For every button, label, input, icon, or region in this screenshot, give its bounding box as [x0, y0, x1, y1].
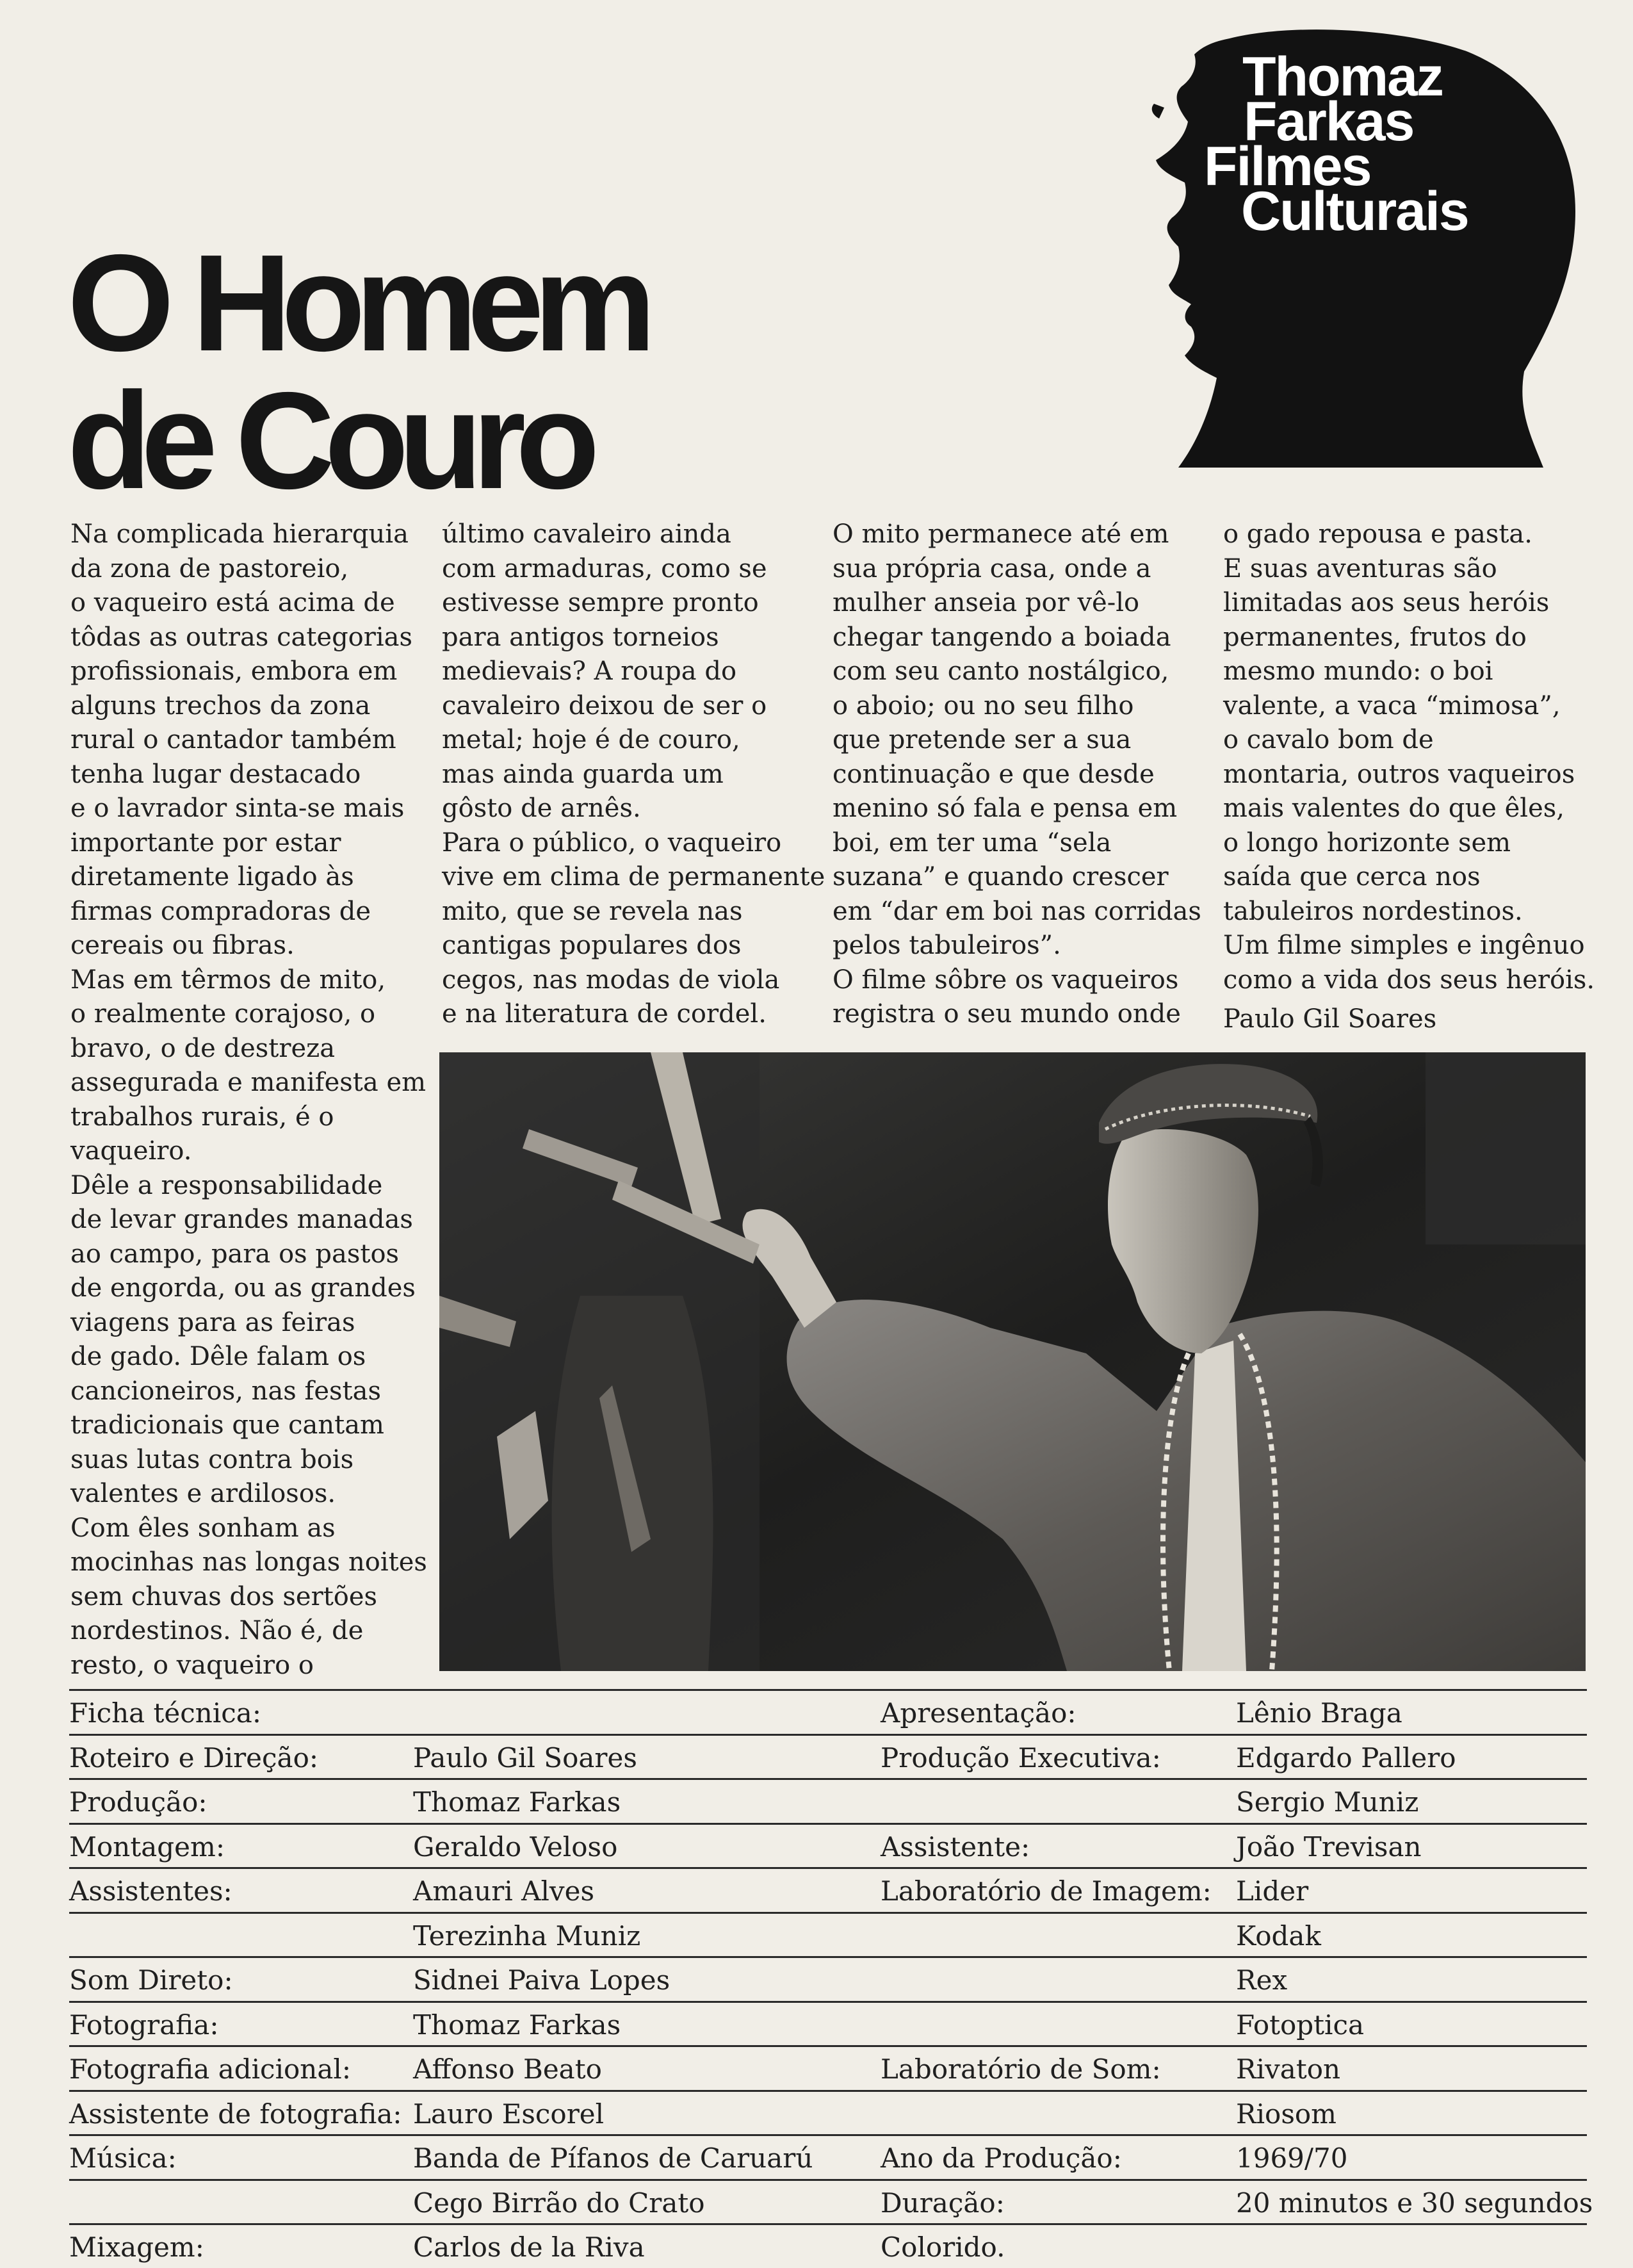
article-line: como a vida dos seus heróis. [1223, 965, 1595, 995]
article-line: rural o cantador também [70, 725, 396, 755]
article-line: Na complicada hierarquia [70, 519, 409, 549]
logo-line-4: Culturais [1241, 181, 1468, 242]
credit-role: Duração: [881, 2187, 1005, 2219]
credit-name: Banda de Pífanos de Caruarú [413, 2142, 813, 2174]
article-column-2 [442, 518, 826, 1032]
credit-name: Sidnei Paiva Lopes [413, 1964, 670, 1996]
credit-role: Colorido. [881, 2231, 1005, 2263]
article-line: sua própria casa, onde a [833, 553, 1151, 583]
article-line: assegurada e manifesta em [70, 1068, 427, 1097]
thomaz-farkas-logo [1133, 26, 1595, 474]
credits-row [69, 2181, 1593, 2226]
credit-name: Sergio Muniz [1236, 1786, 1419, 1818]
credit-role: Fotografia adicional: [69, 2053, 351, 2085]
credit-name: Riosom [1236, 2098, 1337, 2130]
credit-name: João Trevisan [1236, 1831, 1422, 1863]
credit-name: Lênio Braga [1236, 1697, 1402, 1729]
credit-role: Montagem: [69, 1831, 225, 1863]
article-line: mulher anseia por vê-lo [833, 588, 1140, 617]
article-line: tenha lugar destacado [70, 759, 361, 789]
credits-row [69, 2092, 1587, 2137]
article-line: diretamente ligado às [70, 862, 354, 892]
article-line: Dêle a responsabilidade [70, 1170, 383, 1200]
article-line: chegar tangendo a boiada [833, 622, 1171, 652]
article-line: tôdas as outras categorias [70, 622, 413, 652]
credit-role: Laboratório de Imagem: [881, 1875, 1212, 1907]
article-line: cancioneiros, nas festas [70, 1376, 381, 1406]
article-line: que pretende ser a sua [833, 725, 1132, 755]
credits-row [69, 1736, 1587, 1781]
article-line: com armaduras, como se [442, 553, 767, 583]
article-line: Com êles sonham as [70, 1513, 336, 1543]
article-line: vaqueiro. [70, 1136, 192, 1166]
article-line: resto, o vaqueiro o [70, 1650, 314, 1680]
credits-row [69, 2136, 1587, 2181]
article-line: mesmo mundo: o boi [1223, 657, 1493, 686]
credit-name: Lauro Escorel [413, 2098, 605, 2130]
article-line: de levar grandes manadas [70, 1205, 413, 1234]
title-line-2: de Couro [67, 363, 590, 518]
credit-role: Apresentação: [881, 1697, 1076, 1729]
credits-row [69, 2225, 1587, 2268]
article-column-4 [1223, 518, 1607, 1037]
article-line: O filme sôbre os vaqueiros [833, 965, 1179, 995]
credit-role: Assistente de fotografia: [69, 2098, 402, 2130]
article-line: O mito permanece até em [833, 519, 1169, 549]
article-line: estivesse sempre pronto [442, 588, 759, 617]
article-line: profissionais, embora em [70, 657, 398, 686]
article-line: E suas aventuras são [1223, 553, 1497, 583]
article-line: mito, que se revela nas [442, 896, 743, 926]
article-line: montaria, outros vaqueiros [1223, 759, 1575, 789]
article-line: firmas compradoras de [70, 896, 371, 926]
article-line: e o lavrador sinta-se mais [70, 794, 405, 823]
credit-role: Ano da Produção: [881, 2142, 1122, 2174]
credit-role: Assistentes: [69, 1875, 232, 1907]
article-line: valentes e ardilosos. [70, 1479, 336, 1508]
article-line: de engorda, ou as grandes [70, 1273, 416, 1303]
article-line: pelos tabuleiros”. [833, 931, 1061, 960]
article-line: suzana” e quando crescer [833, 862, 1169, 892]
credit-name: 20 minutos e 30 segundos [1236, 2187, 1593, 2219]
article-column-3 [833, 518, 1217, 1032]
credit-name: Paulo Gil Soares [413, 1742, 637, 1774]
credit-name: Terezinha Muniz [413, 1920, 641, 1952]
article-line: cantigas populares dos [442, 931, 742, 960]
article-line: trabalhos rurais, é o [70, 1102, 334, 1132]
article-line: o realmente corajoso, o [70, 999, 376, 1029]
article-line: vive em clima de permanente [442, 862, 825, 892]
article-line: cereais ou fibras. [70, 931, 295, 960]
article-line: tradicionais que cantam [70, 1410, 384, 1440]
article-line: com seu canto nostálgico, [833, 657, 1169, 686]
article-line: cavaleiro deixou de ser o [442, 690, 767, 721]
article-line: permanentes, frutos do [1223, 622, 1527, 652]
article-line: o longo horizonte sem [1223, 828, 1511, 858]
credit-role: Produção: [69, 1786, 207, 1818]
credit-name: Kodak [1236, 1920, 1321, 1952]
credit-name: Geraldo Veloso [413, 1831, 618, 1863]
photo-vaqueiro-leather [439, 1052, 1586, 1671]
article-line: alguns trechos da zona [70, 690, 371, 721]
credit-name: Carlos de la Riva [413, 2231, 645, 2263]
credit-role: Ficha técnica: [69, 1697, 261, 1729]
credits-row [69, 1958, 1587, 2003]
article-line: em “dar em boi nas corridas [833, 896, 1201, 926]
credits-table [69, 1689, 1593, 2268]
article-line: metal; hoje é de couro, [442, 725, 740, 755]
title-line-1: O Homem [67, 225, 646, 380]
article-line: limitadas aos seus heróis [1223, 588, 1550, 617]
credit-name: Rivaton [1236, 2053, 1341, 2085]
credits-row [69, 1869, 1587, 1914]
credit-name: Thomaz Farkas [413, 2009, 621, 2041]
article-line: da zona de pastoreio, [70, 553, 349, 583]
credits-row [69, 2047, 1587, 2092]
article-line: último cavaleiro ainda [442, 519, 731, 549]
article-line: o cavalo bom de [1223, 725, 1434, 755]
credits-row [69, 1780, 1587, 1825]
credit-name: Rex [1236, 1964, 1288, 1996]
article-line: de gado. Dêle falam os [70, 1342, 366, 1371]
article-line: o aboio; ou no seu filho [833, 690, 1134, 721]
article-line: viagens para as feiras [70, 1307, 355, 1337]
article-line: suas lutas contra bois [70, 1444, 354, 1474]
credit-name: Affonso Beato [413, 2053, 602, 2085]
article-author: Paulo Gil Soares [1223, 1004, 1437, 1034]
article-line: continuação e que desde [833, 759, 1155, 789]
article-line: e na literatura de cordel. [442, 999, 767, 1029]
credit-role: Som Direto: [69, 1964, 233, 1996]
logo-line-3: Filmes [1204, 136, 1371, 197]
credit-role: Produção Executiva: [881, 1742, 1161, 1774]
article-line: sem chuvas dos sertões [70, 1581, 378, 1611]
article-line: boi, em ter uma “sela [833, 828, 1112, 858]
article-line: nordestinos. Não é, de [70, 1616, 364, 1645]
article-line: cegos, nas modas de viola [442, 965, 780, 995]
article-line: bravo, o de destreza [70, 1033, 336, 1063]
credit-name: Lider [1236, 1875, 1309, 1907]
credits-row [69, 1914, 1587, 1959]
article-line: menino só fala e pensa em [833, 794, 1178, 823]
article-line: Para o público, o vaqueiro [442, 828, 782, 858]
article-line: o gado repousa e pasta. [1223, 519, 1532, 549]
credits-row [69, 1825, 1587, 1870]
credit-role: Roteiro e Direção: [69, 1742, 319, 1774]
article-line: mas ainda guarda um [442, 759, 724, 789]
logo-line-1: Thomaz [1242, 46, 1443, 108]
article-line: Mas em têrmos de mito, [70, 965, 386, 995]
credit-name: Thomaz Farkas [413, 1786, 621, 1818]
credit-role: Assistente: [881, 1831, 1030, 1863]
article-line: valente, a vaca “mimosa”, [1223, 690, 1561, 721]
logo-line-2: Farkas [1244, 91, 1414, 152]
article-line: medievais? A roupa do [442, 657, 737, 686]
credit-name: Cego Birrão do Crato [413, 2187, 705, 2219]
page-title [67, 225, 646, 518]
article-line: tabuleiros nordestinos. [1223, 896, 1523, 926]
credit-role: Música: [69, 2142, 177, 2174]
credit-name: Fotoptica [1236, 2009, 1365, 2041]
article-line: Um filme simples e ingênuo [1223, 931, 1585, 960]
credits-row [69, 2003, 1587, 2048]
credit-name: Edgardo Pallero [1236, 1742, 1456, 1774]
credit-role: Laboratório de Som: [881, 2053, 1161, 2085]
article-line: ao campo, para os pastos [70, 1239, 400, 1269]
article-line: registra o seu mundo onde [833, 999, 1181, 1029]
article-line: mocinhas nas longas noites [70, 1547, 427, 1577]
credit-role: Fotografia: [69, 2009, 219, 2041]
credit-name: 1969/70 [1236, 2142, 1348, 2174]
credits-row [69, 1689, 1587, 1736]
article-line: mais valentes do que êles, [1223, 794, 1565, 823]
credit-role: Mixagem: [69, 2231, 204, 2263]
article-line: gôsto de arnês. [442, 794, 641, 823]
article-line: importante por estar [70, 828, 341, 858]
credit-name: Amauri Alves [413, 1875, 595, 1907]
article-column-1 [70, 518, 429, 1683]
article-line: o vaqueiro está acima de [70, 588, 395, 617]
article-line: saída que cerca nos [1223, 862, 1481, 892]
article-line: para antigos torneios [442, 622, 719, 652]
